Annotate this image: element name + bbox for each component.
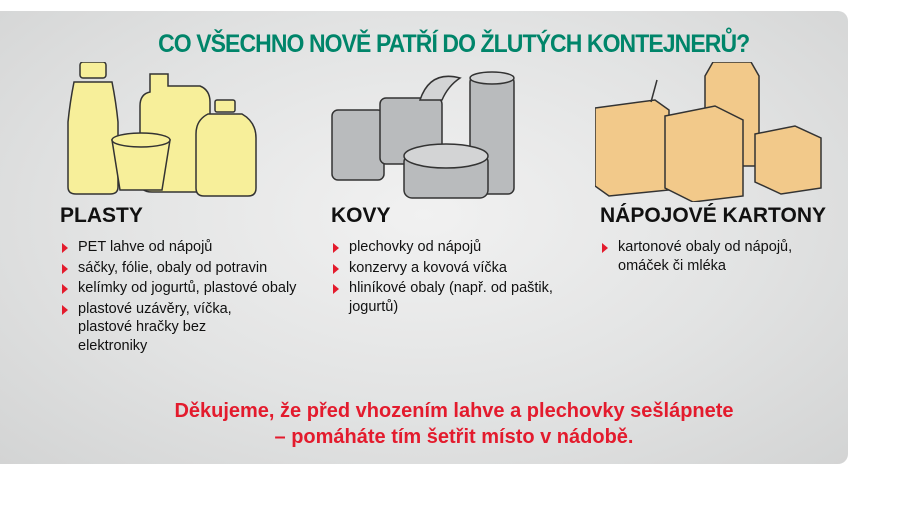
list-item: kartonové obaly od nápojů, omáček či mléka — [600, 238, 840, 275]
category-napojove-kartony — [600, 204, 840, 277]
category-kovy — [331, 204, 561, 318]
bullet-icon — [602, 243, 608, 253]
list-item: sáčky, fólie, obaly od potravin — [60, 259, 330, 278]
plastics-illustration — [60, 62, 280, 202]
bullet-icon — [333, 284, 339, 294]
list-item: PET lahve od nápojů — [60, 238, 330, 257]
bullet-icon — [62, 305, 68, 315]
thanks-message: Děkujeme, že před vhozením lahve a plechovky sešlápnete – pomáháte tím šetřit místo v nádobě. — [174, 400, 734, 448]
metals-illustration — [330, 70, 550, 210]
category-heading: PLASTY — [60, 204, 143, 227]
bullet-icon — [62, 264, 68, 274]
list-item: plastové uzávěry, víčka, plastové hračky bez elektroniky — [60, 300, 278, 356]
bullet-icon — [333, 243, 339, 253]
list-item: plechovky od nápojů — [331, 238, 561, 257]
category-heading: NÁPOJOVÉ KARTONY — [600, 204, 826, 227]
list-item: konzervy a kovová víčka — [331, 259, 561, 278]
item-list — [331, 238, 561, 316]
bullet-icon — [62, 284, 68, 294]
bullet-icon — [333, 264, 339, 274]
list-item: kelímky od jogurtů, plastové obaly — [60, 279, 308, 298]
bullet-icon — [62, 243, 68, 253]
item-list — [60, 238, 330, 355]
category-heading: KOVY — [331, 204, 391, 227]
list-item: hliníkové obaly (např. od paštik, jogurtů) — [331, 279, 564, 316]
cartons-illustration — [595, 62, 835, 202]
item-list — [600, 238, 840, 275]
page-title: CO VŠECHNO NOVĚ PATŘÍ DO ŽLUTÝCH KONTEJNERŮ? — [158, 30, 750, 58]
category-plasty — [60, 204, 330, 357]
